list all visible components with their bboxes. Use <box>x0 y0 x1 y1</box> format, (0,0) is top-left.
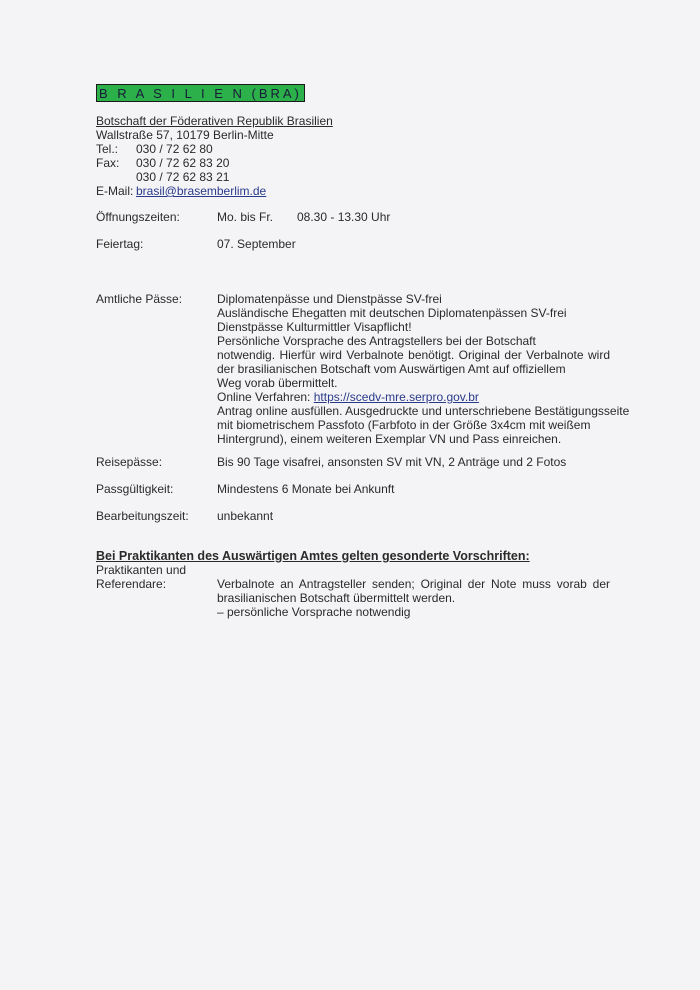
official-line: mit biometrischem Passfoto (Farbfoto in der Größe 3x4cm mit weißem <box>217 418 591 432</box>
official-line: notwendig. Hierfür wird Verbalnote benötigt. Original der Verbalnote wird <box>217 348 610 362</box>
email-label: E-Mail: <box>96 184 134 198</box>
interns-heading: Bei Praktikanten des Auswärtigen Amtes gelten gesonderte Vorschriften: <box>96 549 530 563</box>
hours-label: Öffnungszeiten: <box>96 210 180 224</box>
holiday-label: Feiertag: <box>96 237 144 251</box>
country-title: B R A S I L I E N (BRA) <box>96 84 305 102</box>
online-label: Online Verfahren: <box>217 390 311 404</box>
holiday-value: 07. September <box>217 237 296 251</box>
travel-passports-label: Reisepässe: <box>96 455 163 469</box>
tel-value: 030 / 72 62 80 <box>136 142 213 156</box>
online-url-link[interactable]: https://scedv-mre.serpro.gov.br <box>313 390 479 404</box>
official-passports-label: Amtliche Pässe: <box>96 292 183 306</box>
validity-label: Passgültigkeit: <box>96 482 174 496</box>
interns-line: brasilianischen Botschaft übermittelt werden. <box>217 591 456 605</box>
official-line: Persönliche Vorsprache des Antragstellers bei der Botschaft <box>217 334 536 348</box>
fax-label: Fax: <box>96 156 120 170</box>
tel-label: Tel.: <box>96 142 119 156</box>
official-line: Ausländische Ehegatten mit deutschen Diplomatenpässen SV-frei <box>217 306 567 320</box>
fax-value-1: 030 / 72 62 83 20 <box>136 156 230 170</box>
interns-text <box>217 577 610 619</box>
interns-line: – persönliche Vorsprache notwendig <box>217 605 411 619</box>
processing-label: Bearbeitungszeit: <box>96 509 189 523</box>
embassy-name: Botschaft der Föderativen Republik Brasilien <box>96 114 333 128</box>
hours-time: 08.30 - 13.30 Uhr <box>297 210 391 224</box>
interns-label-1: Praktikanten und <box>96 563 187 577</box>
official-line: Weg vorab übermittelt. <box>217 376 338 390</box>
fax-value-2: 030 / 72 62 83 21 <box>136 170 230 184</box>
official-line: der brasilianischen Botschaft vom Auswärtigen Amt auf offiziellem <box>217 362 566 376</box>
interns-line: Verbalnote an Antragsteller senden; Original der Note muss vorab der <box>217 577 610 591</box>
embassy-address: Wallstraße 57, 10179 Berlin-Mitte <box>96 128 274 142</box>
email-link[interactable]: brasil@brasemberlim.de <box>136 184 267 198</box>
official-line: Antrag online ausfüllen. Ausgedruckte und unterschriebene Bestätigungsseite <box>217 404 630 418</box>
processing-value: unbekannt <box>217 509 274 523</box>
travel-passports-value: Bis 90 Tage visafrei, ansonsten SV mit VN, 2 Anträge und 2 Fotos <box>217 455 567 469</box>
hours-days: Mo. bis Fr. <box>217 210 274 224</box>
official-passports-text <box>217 292 630 446</box>
official-line: Dienstpässe Kulturmittler Visapflicht! <box>217 320 412 334</box>
official-line: Hintergrund), einem weiteren Exemplar VN und Pass einreichen. <box>217 432 562 446</box>
online-procedure-line <box>217 390 610 404</box>
official-line: Diplomatenpässe und Dienstpässe SV-frei <box>217 292 442 306</box>
interns-label-2: Referendare: <box>96 577 167 591</box>
validity-value: Mindestens 6 Monate bei Ankunft <box>217 482 395 496</box>
